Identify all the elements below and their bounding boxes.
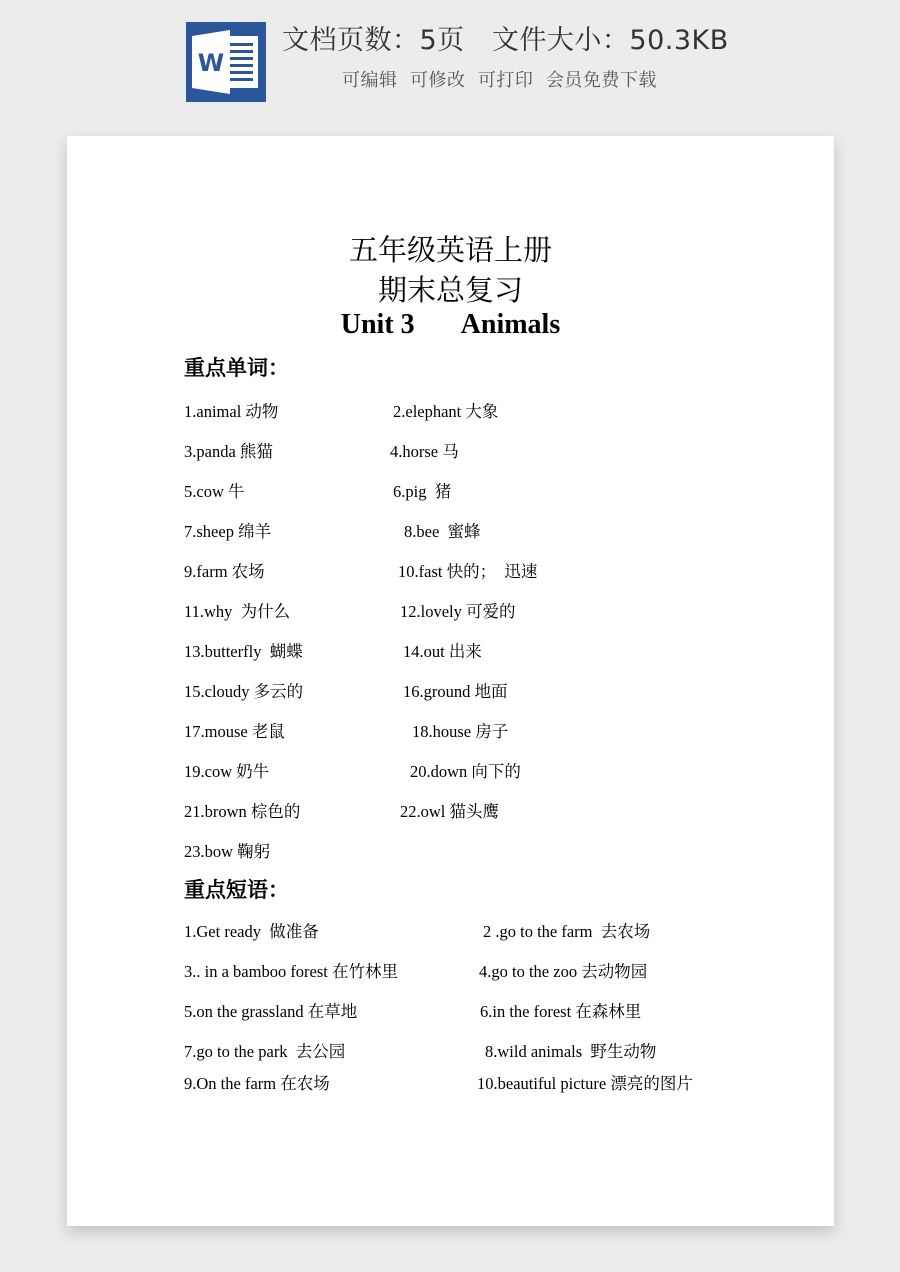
word-item: 15.cloudy 多云的	[184, 682, 304, 701]
word-item: 8.bee 蜜蜂	[404, 522, 481, 541]
header-banner	[0, 0, 900, 120]
word-item: 13.butterfly 蝴蝶	[184, 642, 303, 661]
phrase-item: 9.On the farm 在农场	[184, 1074, 330, 1093]
document-title: 五年级英语上册	[348, 233, 552, 267]
phrase-item: 2 .go to the farm 去农场	[483, 922, 651, 941]
phrase-item: 6.in the forest 在森林里	[480, 1002, 642, 1021]
phrase-item: 3.. in a bamboo forest 在竹林里	[184, 962, 399, 981]
word-item: 6.pig 猪	[393, 482, 452, 501]
word-item: 9.farm 农场	[184, 562, 265, 581]
document-subtitle: 期末总复习	[377, 273, 523, 307]
word-document-icon	[186, 22, 266, 102]
unit-number: Unit 3	[340, 309, 415, 340]
unit-heading	[67, 309, 834, 341]
word-item: 4.horse 马	[390, 442, 459, 461]
word-item: 1.animal 动物	[184, 402, 279, 421]
word-item: 20.down 向下的	[410, 762, 521, 781]
document-features: 可编辑 可修改 可打印 会员免费下载	[342, 70, 657, 91]
word-item: 7.sheep 绵羊	[184, 522, 272, 541]
word-item: 2.elephant 大象	[393, 402, 499, 421]
word-item: 17.mouse 老鼠	[184, 722, 285, 741]
word-item: 16.ground 地面	[403, 682, 508, 701]
phrase-item: 8.wild animals 野生动物	[485, 1042, 657, 1061]
phrase-item: 1.Get ready 做准备	[184, 922, 319, 941]
word-item: 21.brown 棕色的	[184, 802, 301, 821]
phrases-heading: 重点短语：	[184, 877, 289, 902]
phrase-item: 10.beautiful picture 漂亮的图片	[477, 1074, 693, 1093]
word-item: 22.owl 猫头鹰	[400, 802, 499, 821]
word-item: 12.lovely 可爱的	[400, 602, 516, 621]
word-item: 18.house 房子	[412, 722, 509, 741]
word-item: 5.cow 牛	[184, 482, 245, 501]
word-item: 11.why 为什么	[184, 602, 291, 621]
word-item: 14.out 出来	[403, 642, 482, 661]
phrase-item: 7.go to the park 去公园	[184, 1042, 346, 1061]
word-item: 23.bow 鞠躬	[184, 842, 271, 861]
unit-name: Animals	[460, 309, 561, 340]
phrase-item: 4.go to the zoo 去动物园	[479, 962, 648, 981]
svg-text:W: W	[197, 49, 225, 77]
word-item: 19.cow 奶牛	[184, 762, 270, 781]
document-page	[67, 136, 834, 1226]
document-info: 文档页数：5页 文件大小：50.3KB	[282, 25, 729, 56]
phrase-item: 5.on the grassland 在草地	[184, 1002, 358, 1021]
words-heading: 重点单词：	[184, 355, 289, 380]
word-item: 10.fast 快的； 迅速	[398, 562, 538, 581]
word-item: 3.panda 熊猫	[184, 442, 273, 461]
